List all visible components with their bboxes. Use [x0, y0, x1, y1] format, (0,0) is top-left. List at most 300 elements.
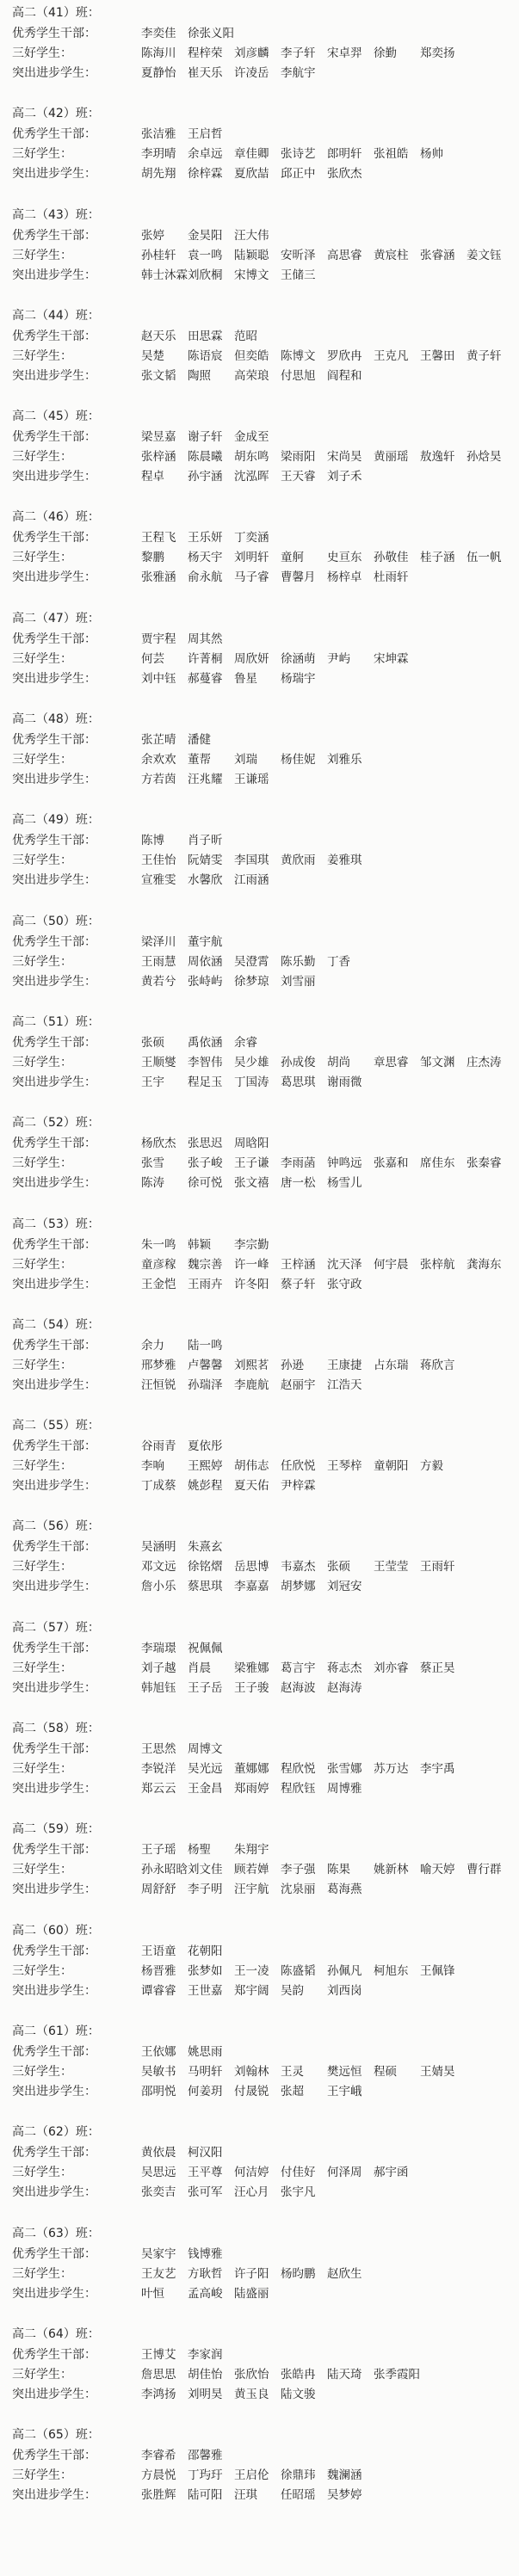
merit-students-label: 三好学生：	[12, 2468, 72, 2483]
student-name: 孙桂轩	[141, 248, 176, 262]
student-name-list	[141, 1679, 513, 1697]
student-name: 吴家宇	[141, 2246, 176, 2261]
student-name: 金昊阳	[188, 228, 223, 243]
student-name-list	[141, 1660, 513, 1677]
student-name: 郝蔓睿	[188, 671, 223, 686]
student-name: 王语童	[141, 1944, 176, 1958]
student-name: 张胜辉	[141, 2488, 176, 2503]
student-name: 刘彦麟	[234, 46, 269, 60]
student-name: 童舸	[281, 551, 304, 565]
student-name: 安昕泽	[281, 248, 316, 262]
class-title: 高二（55）班：	[12, 1419, 100, 1433]
student-name-list	[141, 2164, 513, 2181]
class-section	[0, 102, 519, 203]
class-section	[0, 607, 519, 708]
student-name: 沈天泽	[327, 1257, 362, 1272]
most-improved-row	[0, 2487, 519, 2504]
student-name: 胡伟志	[234, 1459, 269, 1474]
student-name: 谢雨微	[327, 1075, 362, 1089]
merit-students-label: 三好学生：	[12, 450, 72, 465]
merit-students-label: 三好学生：	[12, 248, 72, 262]
merit-students-row	[0, 448, 519, 465]
student-name: 王雨卉	[188, 1277, 223, 1291]
class-title: 高二（48）班：	[12, 712, 100, 727]
student-name: 孙敬佳	[374, 551, 409, 565]
class-title: 高二（51）班：	[12, 1014, 100, 1029]
student-name: 王康捷	[327, 1358, 362, 1372]
student-name: 张文韬	[141, 368, 176, 383]
student-name: 姜文钰	[466, 248, 502, 262]
student-name: 董娜娜	[234, 1762, 269, 1777]
student-name: 刘欣桐	[188, 268, 223, 282]
student-name: 杨晋雅	[141, 1963, 176, 1978]
merit-students-label: 三好学生：	[12, 2367, 72, 2382]
student-name: 马子睿	[234, 570, 269, 585]
most-improved-label: 突出进步学生：	[12, 1479, 96, 1494]
student-name: 李子轩	[281, 46, 316, 60]
outstanding-cadres-label: 优秀学生干部：	[12, 1338, 96, 1353]
student-name: 姜雅琪	[327, 854, 362, 868]
student-name: 丁香	[327, 954, 350, 969]
student-name-list	[141, 126, 513, 143]
student-name-list	[141, 25, 513, 42]
student-name: 程硕	[374, 2064, 397, 2079]
student-name-list	[141, 2083, 513, 2100]
most-improved-row	[0, 872, 519, 889]
student-name: 徐涵萌	[281, 651, 316, 666]
most-improved-label: 突出进步学生：	[12, 1883, 96, 1897]
class-title: 高二（58）班：	[12, 1722, 100, 1736]
student-name: 蔡正昊	[420, 1661, 455, 1675]
student-name: 陈盛韬	[281, 1963, 316, 1978]
most-improved-row	[0, 2184, 519, 2201]
student-name: 汪宇航	[234, 1883, 269, 1897]
student-name: 王克凡	[374, 348, 409, 363]
class-section	[0, 1818, 519, 1919]
student-name: 许一峰	[234, 1257, 269, 1272]
outstanding-cadres-label: 优秀学生干部：	[12, 1035, 96, 1050]
student-name: 王世嘉	[188, 1983, 223, 1998]
most-improved-label: 突出进步学生：	[12, 974, 96, 989]
student-name: 刘雪丽	[281, 974, 316, 989]
class-section	[0, 405, 519, 506]
student-name: 张超	[281, 2084, 304, 2098]
student-name-list	[141, 145, 513, 163]
student-name: 王储三	[281, 268, 316, 282]
outstanding-cadres-label: 优秀学生干部：	[12, 1944, 96, 1958]
student-name: 詹思思	[141, 2367, 176, 2382]
outstanding-cadres-row	[0, 328, 519, 345]
merit-students-label: 三好学生：	[12, 1661, 72, 1675]
student-name: 王琴梓	[327, 1459, 362, 1474]
student-name: 任昭瑶	[281, 2488, 316, 2503]
student-name: 徐勤	[374, 46, 397, 60]
student-name: 余欢欢	[141, 753, 176, 767]
student-name: 金成至	[234, 430, 269, 445]
student-name: 何泽周	[327, 2166, 362, 2180]
student-name: 王思然	[141, 1742, 176, 1757]
student-name: 刘熙茗	[234, 1358, 269, 1372]
student-name: 何姜玥	[188, 2084, 223, 2098]
class-title: 高二（62）班：	[12, 2125, 100, 2140]
student-name: 李家润	[188, 2347, 223, 2362]
student-name: 章佳卿	[234, 147, 269, 162]
student-name-list	[141, 1538, 513, 1556]
student-name: 黄若兮	[141, 974, 176, 989]
student-name-list	[141, 1276, 513, 1293]
student-name-list	[141, 448, 513, 465]
student-name: 徐梦琼	[234, 974, 269, 989]
class-section	[0, 1112, 519, 1212]
most-improved-label: 突出进步学生：	[12, 1782, 96, 1796]
student-name: 张雅涵	[141, 570, 176, 585]
student-name: 江浩天	[327, 1377, 362, 1392]
student-name: 张奕吉	[141, 2185, 176, 2200]
outstanding-cadres-label: 优秀学生干部：	[12, 733, 96, 748]
most-improved-label: 突出进步学生：	[12, 1277, 96, 1291]
outstanding-cadres-label: 优秀学生干部：	[12, 2449, 96, 2463]
student-name: 陈晨曦	[188, 450, 223, 465]
student-name: 但奕皓	[234, 348, 269, 363]
student-name: 周博文	[188, 1742, 223, 1757]
merit-students-row	[0, 751, 519, 768]
student-name: 宋卓羿	[327, 46, 362, 60]
class-section	[0, 1515, 519, 1616]
student-name: 崔天乐	[188, 66, 223, 80]
student-name: 李宗勤	[234, 1237, 269, 1252]
merit-students-row	[0, 247, 519, 264]
most-improved-row	[0, 1276, 519, 1293]
student-name: 王程飞	[141, 531, 176, 545]
student-name: 卢馨馨	[188, 1358, 223, 1372]
outstanding-cadres-label: 优秀学生干部：	[12, 430, 96, 445]
student-name: 吴敏书	[141, 2064, 176, 2079]
merit-students-label: 三好学生：	[12, 1055, 72, 1069]
student-name: 王子骏	[234, 1680, 269, 1695]
student-name: 王梓涵	[281, 1257, 316, 1272]
class-title: 高二（45）班：	[12, 410, 100, 424]
student-name-list	[141, 348, 513, 365]
student-name: 詹小乐	[141, 1580, 176, 1594]
student-name: 王佩锋	[420, 1963, 455, 1978]
outstanding-cadres-row	[0, 2043, 519, 2061]
merit-students-label: 三好学生：	[12, 1560, 72, 1575]
student-name: 史亘东	[327, 551, 362, 565]
class-title: 高二（65）班：	[12, 2428, 100, 2443]
merit-students-row	[0, 1861, 519, 1878]
student-name-list	[141, 2246, 513, 2263]
merit-students-row	[0, 2366, 519, 2383]
student-name: 钱博雅	[188, 2246, 223, 2261]
student-name: 杨雪儿	[327, 1176, 362, 1191]
merit-students-label: 三好学生：	[12, 1257, 72, 1272]
student-name: 唐一松	[281, 1176, 316, 1191]
class-section	[0, 2020, 519, 2121]
student-name: 王雨轩	[420, 1560, 455, 1575]
student-name: 宋博文	[234, 268, 269, 282]
student-name: 俞永航	[188, 570, 223, 585]
student-name: 许菁桐	[188, 651, 223, 666]
student-name: 王启哲	[188, 127, 223, 142]
student-name: 王佳怡	[141, 854, 176, 868]
student-name: 刘雅乐	[327, 753, 362, 767]
student-name-list	[141, 65, 513, 82]
student-name: 李宇禹	[420, 1762, 455, 1777]
student-name: 高荣琅	[234, 368, 269, 383]
student-name: 高思睿	[327, 248, 362, 262]
class-title: 高二（42）班：	[12, 107, 100, 121]
student-name: 张可军	[188, 2185, 223, 2200]
class-section	[0, 1617, 519, 1717]
class-section	[0, 809, 519, 909]
student-name: 胡先翔	[141, 167, 176, 182]
student-name-list	[141, 2386, 513, 2403]
student-name: 黄子轩	[466, 348, 502, 363]
most-improved-row	[0, 1982, 519, 2000]
student-name: 葛言宇	[281, 1661, 316, 1675]
merit-students-row	[0, 1054, 519, 1071]
student-name: 朱熹玄	[188, 1540, 223, 1555]
student-name-list	[141, 872, 513, 889]
student-name: 李瑞璟	[141, 1641, 176, 1655]
most-improved-row	[0, 468, 519, 485]
outstanding-cadres-label: 优秀学生干部：	[12, 1742, 96, 1757]
student-name: 岳思博	[234, 1560, 269, 1575]
merit-students-label: 三好学生：	[12, 854, 72, 868]
student-name: 吴澄霄	[234, 954, 269, 969]
class-title: 高二（60）班：	[12, 1923, 100, 1938]
student-name: 蔡思琪	[188, 1580, 223, 1594]
student-name-list	[141, 2184, 513, 2201]
student-name-list	[141, 569, 513, 586]
student-name: 吴少雄	[234, 1055, 269, 1069]
student-name: 汪琪	[234, 2488, 257, 2503]
student-name: 葛海燕	[327, 1883, 362, 1897]
outstanding-cadres-label: 优秀学生干部：	[12, 2044, 96, 2059]
student-name: 刘中钰	[141, 671, 176, 686]
student-name: 王子谦	[234, 1156, 269, 1171]
class-section	[0, 1920, 519, 2020]
student-name: 吴韵	[281, 1983, 304, 1998]
student-name: 李国琪	[234, 854, 269, 868]
student-name: 姚彭程	[188, 1479, 223, 1494]
student-name: 梁昱嘉	[141, 430, 176, 445]
student-name: 张思迟	[188, 1137, 223, 1151]
student-name: 夏天佑	[234, 1479, 269, 1494]
student-name: 樊远恒	[327, 2064, 362, 2079]
class-title: 高二（47）班：	[12, 611, 100, 626]
student-name: 张嘉和	[374, 1156, 409, 1171]
student-name: 方若茵	[141, 773, 176, 787]
student-name: 黄丽瑶	[374, 450, 409, 465]
student-name: 许子阳	[234, 2266, 269, 2281]
outstanding-cadres-row	[0, 1538, 519, 1556]
student-name: 丁国涛	[234, 1075, 269, 1089]
student-name: 黄宸柱	[374, 248, 409, 262]
outstanding-cadres-label: 优秀学生干部：	[12, 1137, 96, 1151]
student-name-list	[141, 1982, 513, 2000]
student-name: 王博艾	[141, 2347, 176, 2362]
student-name-list	[141, 1457, 513, 1475]
class-section	[0, 2, 519, 102]
student-name-list	[141, 328, 513, 345]
student-name: 马明轩	[188, 2064, 223, 2079]
student-name-list	[141, 1054, 513, 1071]
student-name: 沈泉丽	[281, 1883, 316, 1897]
student-name: 梁雨阳	[281, 450, 316, 465]
merit-students-label: 三好学生：	[12, 1156, 72, 1171]
student-name: 徐鼎玮	[281, 2468, 316, 2483]
class-section	[0, 2222, 519, 2323]
merit-students-row	[0, 2265, 519, 2283]
student-name-list	[141, 1377, 513, 1394]
outstanding-cadres-label: 优秀学生干部：	[12, 531, 96, 545]
student-name: 肖晨	[188, 1661, 211, 1675]
student-name: 李睿希	[141, 2449, 176, 2463]
student-name: 张宇凡	[281, 2185, 316, 2200]
student-name: 胡尚	[327, 1055, 350, 1069]
class-title: 高二（52）班：	[12, 1116, 100, 1131]
student-name-list	[141, 1640, 513, 1657]
student-name: 方毅	[420, 1459, 443, 1474]
class-title: 高二（41）班：	[12, 6, 100, 20]
most-improved-row	[0, 569, 519, 586]
student-name: 魏澜涵	[327, 2468, 362, 2483]
student-name: 葛思琪	[281, 1075, 316, 1089]
student-name: 何洁婷	[234, 2166, 269, 2180]
class-section	[0, 1213, 519, 1314]
student-name: 付思旭	[281, 368, 316, 383]
student-name-list	[141, 751, 513, 768]
student-name: 王依娜	[141, 2044, 176, 2059]
student-name: 陆可阳	[188, 2488, 223, 2503]
student-name: 张峙屿	[188, 974, 223, 989]
student-name: 胡东鸣	[234, 450, 269, 465]
most-improved-row	[0, 1477, 519, 1494]
student-name: 宣雅雯	[141, 873, 176, 888]
outstanding-cadres-label: 优秀学生干部：	[12, 329, 96, 343]
student-name: 苏万达	[374, 1762, 409, 1777]
class-section	[0, 506, 519, 607]
student-name: 张季霞阳	[374, 2367, 420, 2382]
merit-students-label: 三好学生：	[12, 1963, 72, 1978]
student-name: 许冬阳	[234, 1277, 269, 1291]
most-improved-row	[0, 65, 519, 82]
student-name-list	[141, 2467, 513, 2484]
outstanding-cadres-label: 优秀学生干部：	[12, 27, 96, 40]
student-name: 张梓航	[420, 1257, 455, 1272]
student-name: 赵海涛	[327, 1680, 362, 1695]
merit-students-row	[0, 1760, 519, 1778]
student-name: 王莹莹	[374, 1560, 409, 1575]
student-name: 蔡子轩	[281, 1277, 316, 1291]
most-improved-row	[0, 670, 519, 687]
student-name: 董帮	[188, 753, 211, 767]
student-name: 阮婧雯	[188, 854, 223, 868]
student-name: 韦嘉杰	[281, 1560, 316, 1575]
student-name: 敖逸轩	[420, 450, 455, 465]
student-name: 张芷晴	[141, 733, 176, 748]
merit-students-row	[0, 45, 519, 62]
outstanding-cadres-row	[0, 126, 519, 143]
student-name: 李响	[141, 1459, 164, 1474]
outstanding-cadres-label: 优秀学生干部：	[12, 1237, 96, 1252]
student-name: 周晗阳	[234, 1137, 269, 1151]
student-name-list	[141, 2447, 513, 2464]
merit-students-row	[0, 2467, 519, 2484]
student-name: 陈博	[141, 834, 164, 848]
student-name-list	[141, 1337, 513, 1354]
student-name: 何芸	[141, 651, 164, 666]
student-name-list	[141, 1558, 513, 1575]
most-improved-row	[0, 267, 519, 284]
student-name: 杨佳妮	[281, 753, 316, 767]
student-name: 尹屿	[327, 651, 350, 666]
outstanding-cadres-label: 优秀学生干部：	[12, 1843, 96, 1858]
student-name: 张雪娜	[327, 1762, 362, 1777]
class-title: 高二（53）班：	[12, 1217, 100, 1231]
student-name: 徐可悦	[188, 1176, 223, 1191]
student-name: 席佳东	[420, 1156, 455, 1171]
student-name: 李航宇	[281, 66, 316, 80]
outstanding-cadres-row	[0, 227, 519, 244]
student-name: 邓文远	[141, 1560, 176, 1575]
merit-students-label: 三好学生：	[12, 46, 72, 60]
student-name: 李锐洋	[141, 1762, 176, 1777]
student-name: 程梓荣	[188, 46, 223, 60]
outstanding-cadres-label: 优秀学生干部：	[12, 2246, 96, 2261]
student-name-list	[141, 2265, 513, 2283]
merit-students-label: 三好学生：	[12, 2266, 72, 2281]
student-name: 章思睿	[374, 1055, 409, 1069]
student-name-list	[141, 1236, 513, 1254]
student-name: 宋坤霖	[374, 651, 409, 666]
outstanding-cadres-row	[0, 832, 519, 849]
outstanding-cadres-label: 优秀学生干部：	[12, 934, 96, 949]
merit-students-label: 三好学生：	[12, 1358, 72, 1372]
outstanding-cadres-row	[0, 1337, 519, 1354]
student-name: 程欣钰	[281, 1782, 316, 1796]
student-name-list	[141, 1861, 513, 1878]
student-name: 刘翰林	[234, 2064, 269, 2079]
student-name: 方晨悦	[141, 2468, 176, 2483]
student-name: 孙宇涵	[188, 470, 223, 484]
student-name-list	[141, 529, 513, 546]
outstanding-cadres-row	[0, 529, 519, 546]
most-improved-label: 突出进步学生：	[12, 1983, 96, 1998]
most-improved-row	[0, 367, 519, 385]
student-name: 喻天婷	[420, 1863, 455, 1877]
student-name-list	[141, 1438, 513, 1455]
student-name: 汪心月	[234, 2185, 269, 2200]
student-name-list	[141, 227, 513, 244]
student-name: 尹梓霖	[281, 1479, 316, 1494]
class-section	[0, 305, 519, 405]
outstanding-cadres-row	[0, 25, 519, 42]
most-improved-row	[0, 165, 519, 182]
student-name-list	[141, 1760, 513, 1778]
student-name: 陆颖聪	[234, 248, 269, 262]
outstanding-cadres-row	[0, 2246, 519, 2263]
class-title: 高二（57）班：	[12, 1620, 100, 1635]
student-name: 周舒舒	[141, 1883, 176, 1897]
outstanding-cadres-row	[0, 631, 519, 648]
student-name: 袁一鸣	[188, 248, 223, 262]
student-name-list	[141, 267, 513, 284]
merit-students-label: 三好学生：	[12, 753, 72, 767]
outstanding-cadres-row	[0, 2346, 519, 2363]
student-name: 周依涵	[188, 954, 223, 969]
